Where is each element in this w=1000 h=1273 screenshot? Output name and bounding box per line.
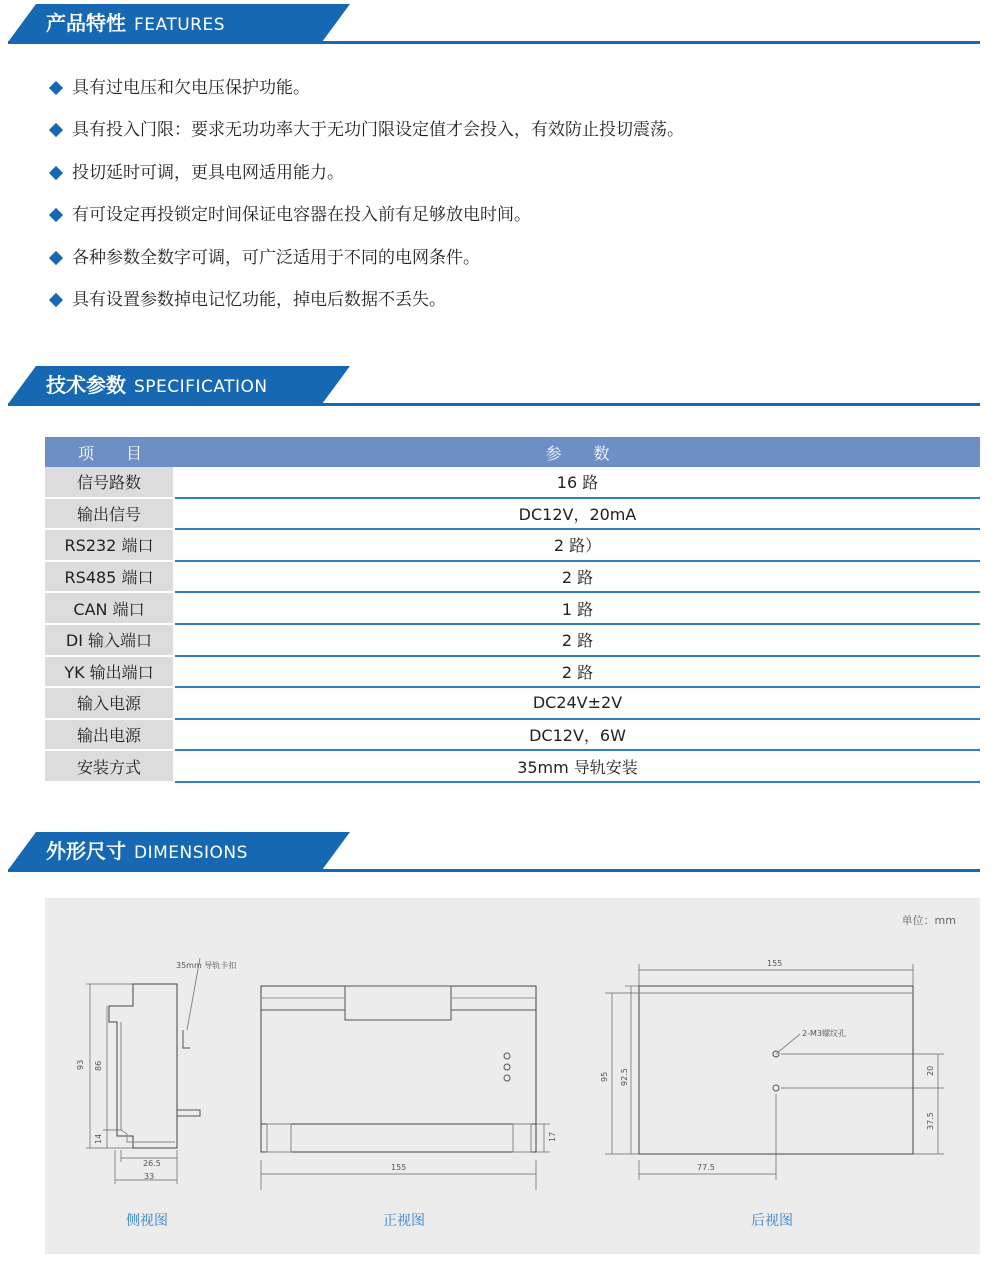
header-item: 项 目 — [45, 437, 175, 467]
spec-key: CAN 端口 — [45, 593, 175, 625]
view-label-side: 侧视图 — [126, 1213, 168, 1229]
unit-note: 单位：mm — [901, 914, 956, 927]
spec-value: 2 路） — [175, 530, 980, 562]
spec-value: DC12V，6W — [175, 720, 980, 752]
spec-key: 输入电源 — [45, 688, 175, 720]
table-row — [45, 688, 980, 720]
spec-key: 输出电源 — [45, 720, 175, 752]
spec-value: DC12V，20mA — [175, 499, 980, 531]
spec-key: RS232 端口 — [45, 530, 175, 562]
spec-key: YK 输出端口 — [45, 657, 175, 689]
dim-back-inner: 92.5 — [620, 1068, 629, 1086]
diamond-bullet-icon — [49, 166, 63, 180]
spec-key: DI 输入端口 — [45, 625, 175, 657]
side-view-dims — [86, 984, 177, 1184]
dim-side-w-inner: 26.5 — [143, 1159, 161, 1168]
rail-note: 35mm 导轨卡扣 — [176, 961, 237, 970]
dim-side-inner: 86 — [94, 1060, 103, 1071]
section-title: 产品特性 FEATURES — [46, 11, 226, 35]
front-view-outline — [261, 986, 536, 1152]
diamond-bullet-icon — [49, 123, 63, 137]
hole-note: 2-M3螺纹孔 — [802, 1029, 846, 1038]
dimension-drawing — [45, 898, 980, 1254]
side-view-outline — [109, 958, 200, 1148]
spec-key: 安装方式 — [45, 751, 175, 783]
spec-value: 2 路 — [175, 625, 980, 657]
spec-key: 输出信号 — [45, 499, 175, 531]
view-label-back: 后视图 — [751, 1213, 793, 1229]
table-row — [45, 593, 980, 625]
dim-hole-bottom: 37.5 — [926, 1112, 935, 1130]
table-row — [45, 499, 980, 531]
dim-side-height: 93 — [76, 1059, 85, 1070]
dim-hole-gap: 20 — [926, 1065, 935, 1076]
section-header-spec — [0, 362, 1000, 406]
section-title: 技术参数 SPECIFICATION — [46, 373, 268, 397]
back-view-dims — [605, 964, 944, 1180]
spec-key: RS485 端口 — [45, 562, 175, 594]
dim-front-foot: 17 — [548, 1131, 557, 1142]
diamond-bullet-icon — [49, 250, 63, 264]
spec-key: 信号路数 — [45, 467, 175, 499]
diamond-bullet-icon — [49, 293, 63, 307]
view-label-front: 正视图 — [383, 1213, 425, 1229]
table-row — [45, 530, 980, 562]
spec-table — [45, 437, 980, 783]
section-rule — [8, 41, 980, 44]
section-header-dimensions — [0, 828, 1000, 872]
section-rule — [8, 403, 980, 406]
front-view-dims — [261, 1124, 550, 1190]
table-row — [45, 720, 980, 752]
spec-value: 1 路 — [175, 593, 980, 625]
spec-value: 16 路 — [175, 467, 980, 499]
diamond-bullet-icon — [49, 208, 63, 222]
spec-value: 2 路 — [175, 562, 980, 594]
dim-side-low: 14 — [94, 1133, 103, 1144]
table-row — [45, 657, 980, 689]
table-header-row — [45, 437, 980, 467]
table-row — [45, 751, 980, 783]
table-row — [45, 625, 980, 657]
dim-front-width: 155 — [391, 1163, 407, 1172]
dim-hole-x: 77.5 — [697, 1163, 715, 1172]
section-rule — [8, 869, 980, 872]
table-row — [45, 467, 980, 499]
table-row — [45, 562, 980, 594]
dim-back-width: 155 — [767, 959, 783, 968]
technical-drawing — [45, 898, 980, 1254]
section-title: 外形尺寸 DIMENSIONS — [46, 839, 248, 863]
spec-value: 2 路 — [175, 657, 980, 689]
diamond-bullet-icon — [49, 81, 63, 95]
spec-value: 35mm 导轨安装 — [175, 751, 980, 783]
dim-side-w-total: 33 — [144, 1172, 155, 1181]
dim-back-height: 95 — [600, 1071, 609, 1082]
spec-value: DC24V±2V — [175, 688, 980, 720]
section-header-features — [0, 0, 1000, 44]
header-param: 参 数 — [175, 437, 980, 467]
